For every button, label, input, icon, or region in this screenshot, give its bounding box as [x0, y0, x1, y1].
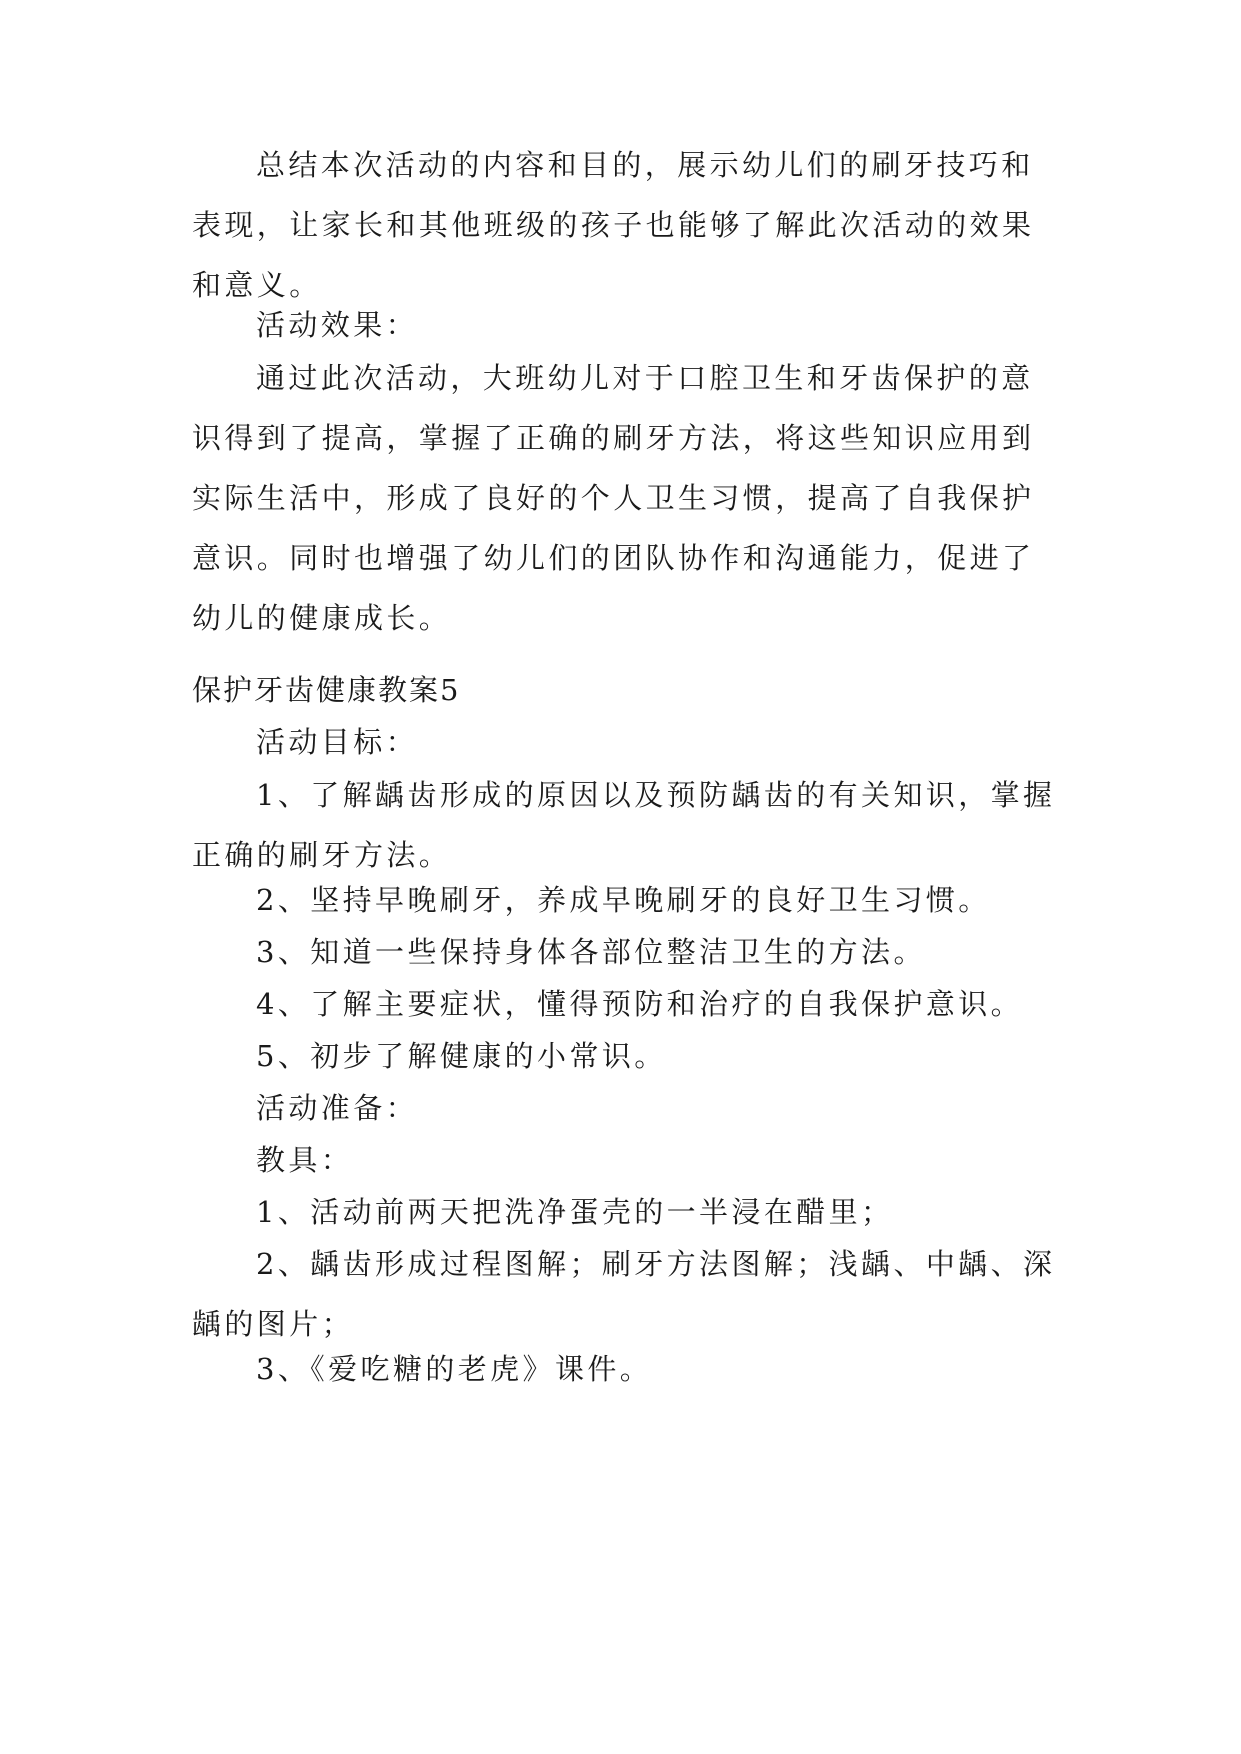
- tool-item-3: 3、《爱吃糖的老虎》课件。: [256, 1352, 653, 1386]
- goals-label: 活动目标：: [256, 725, 419, 759]
- document-page: [192, 0, 1056, 1754]
- prep-label: 活动准备：: [256, 1091, 419, 1125]
- goal-item-2: 2、坚持早晚刷牙，养成早晚刷牙的良好卫生习惯。: [256, 883, 991, 917]
- tool-item-2: 2、龋齿形成过程图解；刷牙方法图解；浅龋、中龋、深龋的图片；: [192, 1247, 1056, 1341]
- effect-paragraph: 通过此次活动，大班幼儿对于口腔卫生和牙齿保护的意识得到了提高，掌握了正确的刷牙方法，将这些知识应用到实际生活中，形成了良好的个人卫生习惯，提高了自我保护意识。同时也增强了幼儿们的团队协作和沟通能力，促进了幼儿的健康成长。: [192, 361, 1035, 635]
- tool-item-1: 1、活动前两天把洗净蛋壳的一半浸在醋里；: [256, 1195, 894, 1229]
- summary-paragraph: 总结本次活动的内容和目的，展示幼儿们的刷牙技巧和表现，让家长和其他班级的孩子也能够了解此次活动的效果和意义。: [192, 148, 1035, 302]
- effect-label: 活动效果：: [256, 308, 419, 342]
- goal-item-4: 4、了解主要症状，懂得预防和治疗的自我保护意识。: [256, 987, 1024, 1021]
- tools-label: 教具：: [256, 1143, 354, 1177]
- goal-item-1: 1、了解龋齿形成的原因以及预防龋齿的有关知识，掌握正确的刷牙方法。: [192, 778, 1056, 872]
- goal-item-3: 3、知道一些保持身体各部位整洁卫生的方法。: [256, 935, 926, 969]
- section-title: 保护牙齿健康教案5: [192, 673, 461, 707]
- goal-item-5: 5、初步了解健康的小常识。: [256, 1039, 667, 1073]
